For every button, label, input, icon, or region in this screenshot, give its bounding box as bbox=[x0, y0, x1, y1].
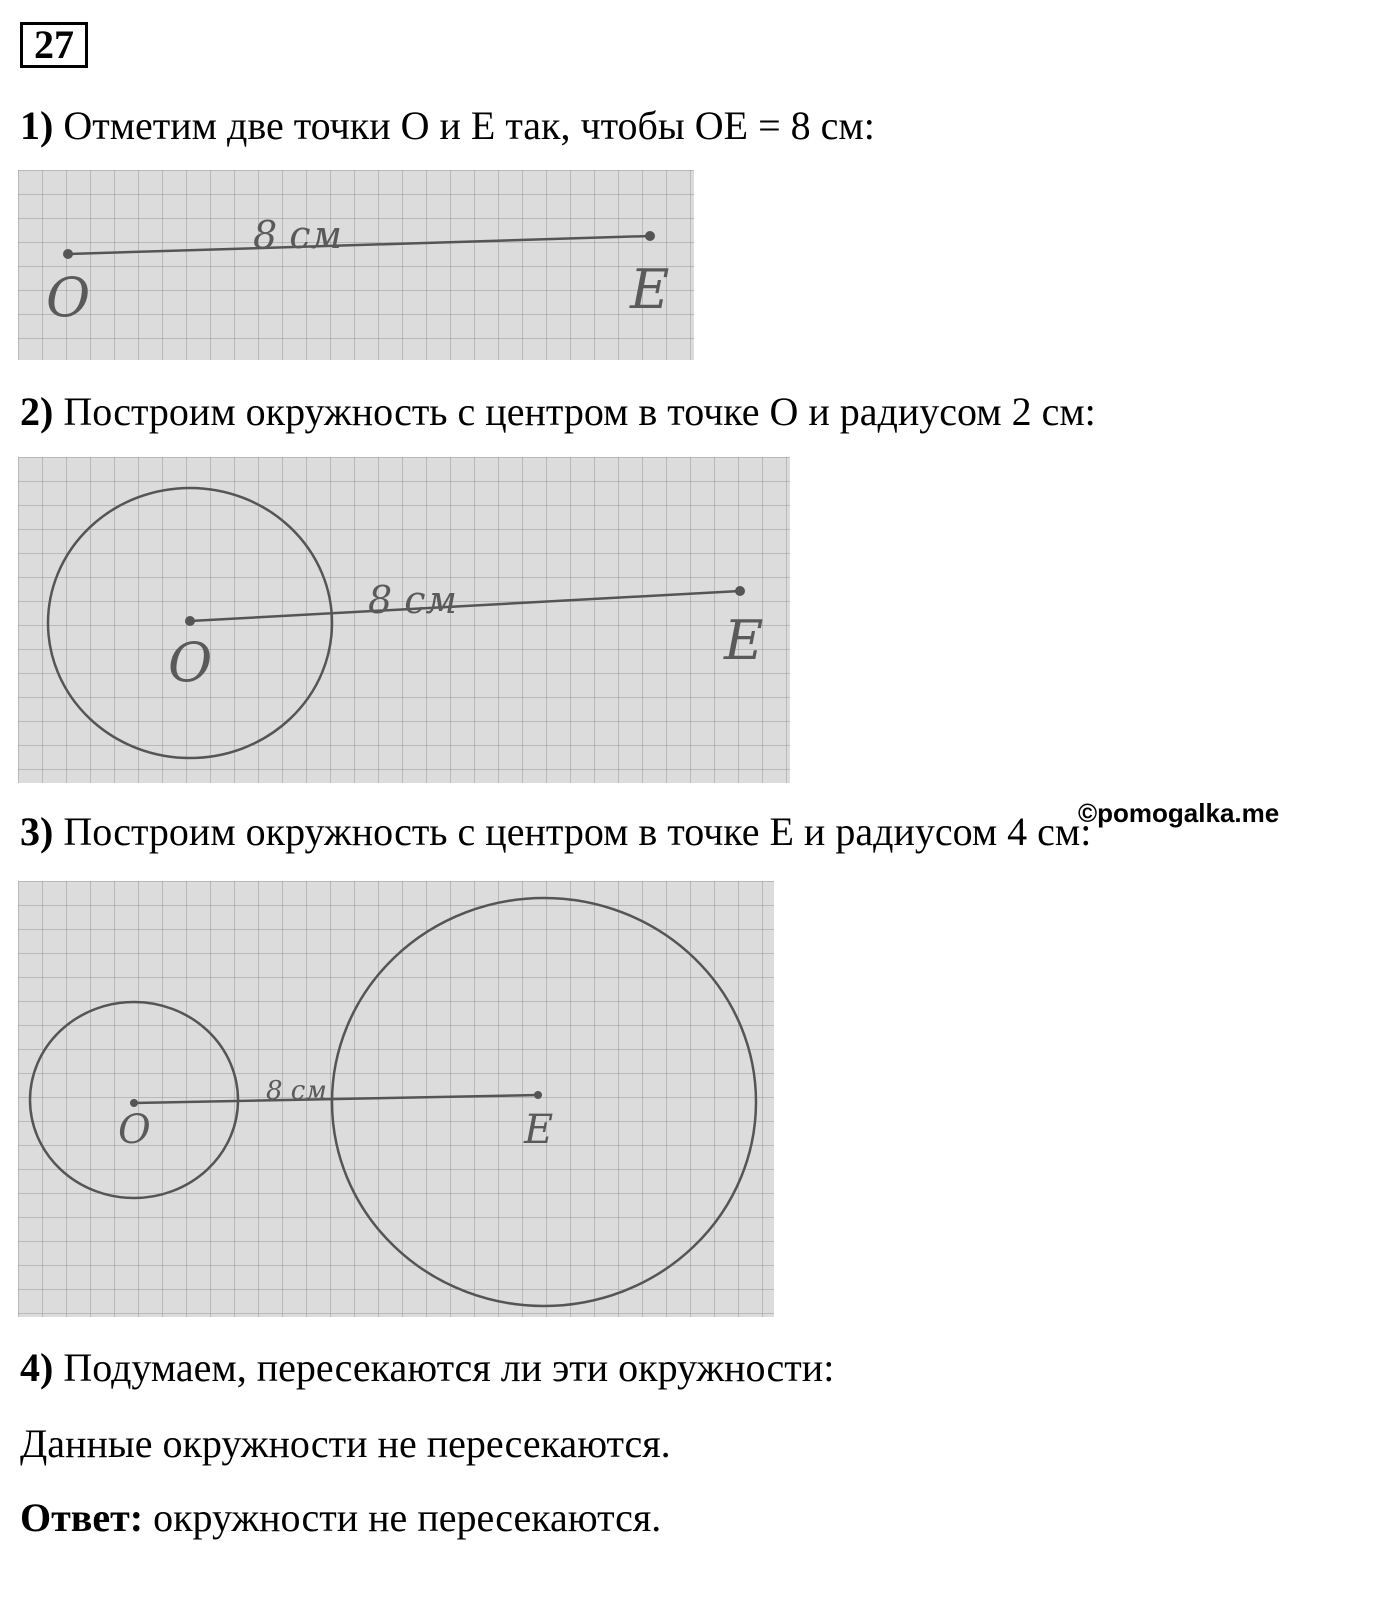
answer-label: Ответ: bbox=[20, 1495, 144, 1540]
point-o-label: O bbox=[46, 266, 91, 329]
step-2-number: 2) bbox=[20, 389, 54, 434]
step-3-text: Построим окружность с центром в точке E и радиусом 4 см: bbox=[63, 809, 1092, 854]
figure-1-photo bbox=[18, 170, 694, 360]
point-e-dot bbox=[534, 1091, 542, 1099]
segment-label: 8 см bbox=[253, 213, 343, 257]
step-2-text: Построим окружность с центром в точке O и радиусом 2 см: bbox=[63, 389, 1096, 434]
figure-3-drawing bbox=[18, 881, 774, 1317]
figure-3-photo bbox=[18, 881, 774, 1317]
step-3-number: 3) bbox=[20, 809, 54, 854]
step-4-number: 4) bbox=[20, 1345, 54, 1390]
point-o-dot bbox=[185, 616, 195, 626]
step-1 bbox=[20, 102, 875, 150]
point-o-label: O bbox=[118, 1107, 151, 1153]
segment-label: 8 см bbox=[266, 1076, 327, 1106]
step-1-text: Отметим две точки O и E так, чтобы OE = 8 см: bbox=[63, 103, 875, 148]
figure-2-drawing bbox=[18, 457, 790, 783]
circle-e bbox=[332, 898, 756, 1306]
point-o-label: O bbox=[168, 631, 213, 694]
point-e-label: E bbox=[630, 258, 670, 321]
step-4 bbox=[20, 1344, 834, 1392]
segment-oe bbox=[190, 591, 740, 621]
point-o-dot bbox=[130, 1099, 138, 1107]
segment-label: 8 см bbox=[368, 578, 458, 622]
point-e-label: E bbox=[524, 1107, 554, 1153]
figure-2-photo bbox=[18, 457, 790, 783]
problem-number: 27 bbox=[20, 22, 88, 68]
step-3 bbox=[20, 808, 1091, 856]
figure-1-drawing bbox=[18, 170, 694, 360]
point-o-dot bbox=[63, 249, 73, 259]
watermark: ©pomogalka.me bbox=[1078, 798, 1280, 828]
answer bbox=[20, 1494, 661, 1542]
step-1-number: 1) bbox=[20, 103, 54, 148]
point-e-dot bbox=[645, 231, 655, 241]
point-e-dot bbox=[735, 586, 745, 596]
segment-oe bbox=[134, 1095, 538, 1103]
point-e-label: E bbox=[724, 609, 764, 672]
answer-text: окружности не пересекаются. bbox=[153, 1495, 662, 1540]
step-2 bbox=[20, 388, 1096, 436]
conclusion: Данные окружности не пересекаются. bbox=[20, 1421, 671, 1466]
step-4-text: Подумаем, пересекаются ли эти окружности: bbox=[63, 1345, 835, 1390]
segment-oe bbox=[68, 236, 650, 254]
